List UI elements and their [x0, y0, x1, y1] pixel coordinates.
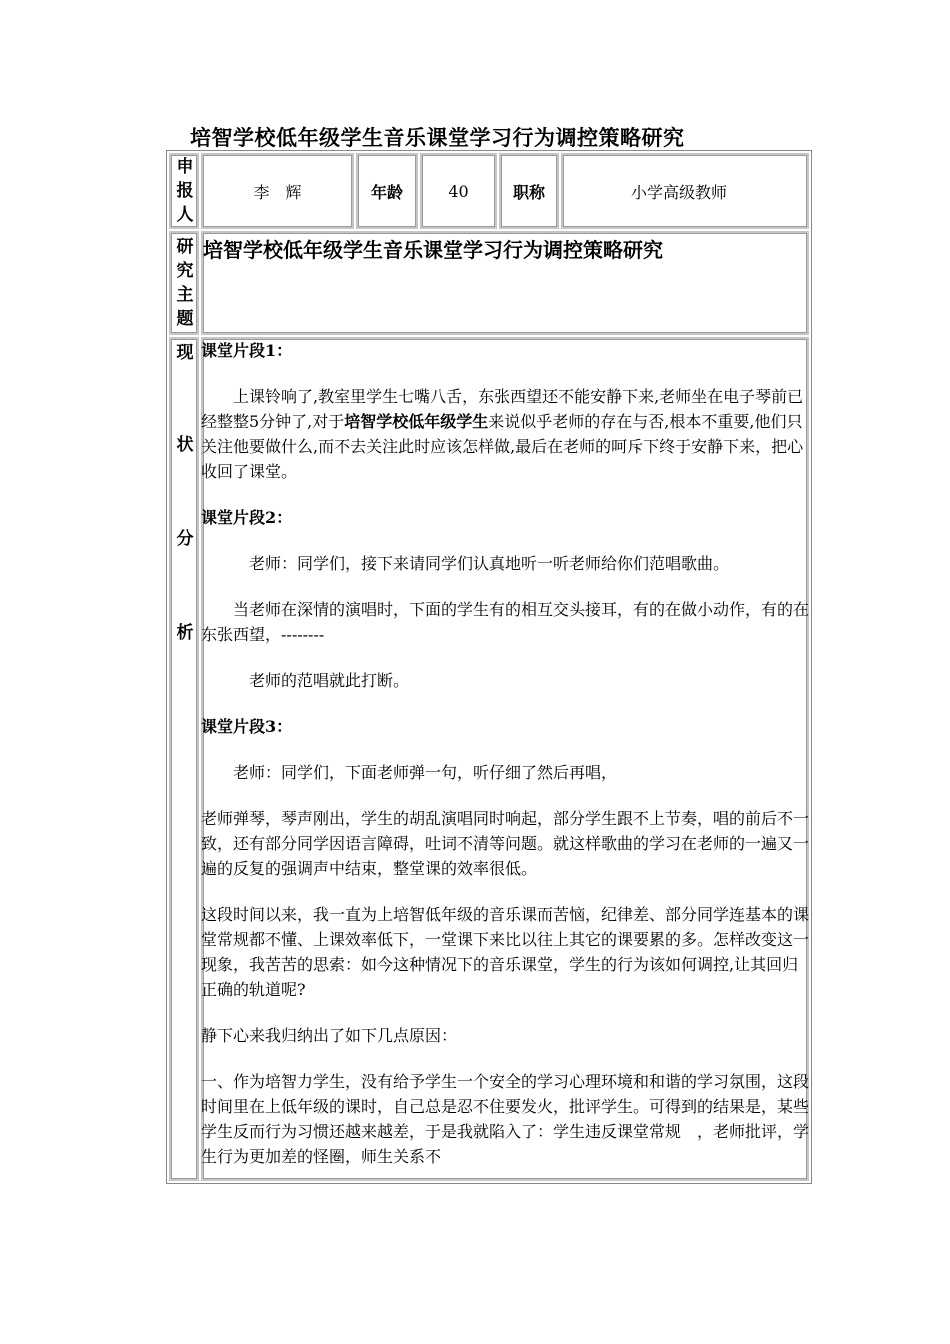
analysis-label-cell	[169, 337, 199, 1181]
age-label: 年龄	[370, 182, 403, 202]
age-value: 40	[448, 181, 469, 201]
segment-1-text-cont: 来说似乎老师的存在与否,根本不重要,他们只关注他要做什么,而不去关注此时应该怎样做,最后在老师的呵斥下终于安静下来，把心收回了课堂。	[201, 412, 804, 481]
label-char: 究	[176, 261, 194, 281]
segment-3-heading: 课堂片段3：	[201, 717, 293, 736]
causes-intro: 静下心来我归纳出了如下几点原因：	[201, 1026, 458, 1045]
job-title-value: 小学高级教师	[630, 182, 727, 202]
analysis-label-char-2: 状	[176, 435, 194, 455]
cause-one-paragraph: 一、作为培智力学生，没有给予学生一个安全的学习心理环境和和谐的学习氛围，这段时间里在上低年级的课时，自己总是忍不住要发火，批评学生。可得到的结果是，某些学生反而行为习惯还越来越差，于是我就陷入了：学生违反课堂常规 ，老师批评，学生行为更加差的怪圈，师生关系不	[201, 1072, 809, 1166]
label-char: 题	[176, 309, 194, 329]
segment-2-heading: 课堂片段2：	[201, 508, 293, 527]
topic-label	[173, 235, 197, 331]
analysis-content	[201, 338, 809, 1180]
analysis-label-char-3: 分	[176, 529, 194, 549]
label-char: 研	[176, 237, 194, 257]
applicant-name: 李 辉	[253, 182, 302, 202]
segment-1-paragraph	[201, 384, 809, 484]
applicant-label	[173, 155, 197, 227]
page-title: 培智学校低年级学生音乐课堂学习行为调控策略研究	[190, 125, 685, 150]
segment-1-heading: 课堂片段1：	[201, 341, 293, 360]
label-char: 申	[176, 157, 194, 177]
analysis-label-char-4: 析	[176, 623, 194, 643]
label-char: 报	[176, 181, 194, 201]
segment-2-result: 老师的范唱就此打断。	[249, 671, 410, 690]
segment-3-dialogue: 老师：同学们，下面老师弹一句，听仔细了然后再唱，	[233, 763, 618, 782]
segment-2-dialogue: 老师：同学们，接下来请同学们认真地听一听老师给你们范唱歌曲。	[249, 554, 730, 573]
label-char: 人	[176, 205, 194, 225]
label-char: 主	[176, 285, 194, 305]
analysis-label-char-1: 现	[176, 343, 194, 363]
job-title-label: 职称	[512, 182, 545, 202]
segment-2-narration: 当老师在深情的演唱时，下面的学生有的相互交头接耳，有的在做小动作，有的在东张西望，--------	[201, 600, 809, 644]
reflection-paragraph: 这段时间以来，我一直为上培智低年级的音乐课而苦恼，纪律差、部分同学连基本的课堂常规都不懂、上课效率低下，一堂课下来比以往上其它的课要累的多。怎样改变这一现象，我苦苦的思索：如今这种情况下的音乐课堂，学生的行为该如何调控,让其回归正确的轨道呢?	[201, 905, 809, 999]
segment-1-emphasis: 培智学校低年级学生	[344, 412, 489, 431]
segment-3-narration: 老师弹琴，琴声刚出，学生的胡乱演唱同时响起，部分学生跟不上节奏，唱的前后不一致，还有部分同学因语言障碍，吐词不清等问题。就这样歌曲的学习在老师的一遍又一遍的反复的强调声中结束，整堂课的效率很低。	[201, 809, 809, 878]
segment-1-text: 上课铃响了,教室里学生七嘴八舌，东张西望还不能安静下来,老师坐在电子琴前已经整整5分钟了,对于	[201, 387, 804, 431]
research-topic: 培智学校低年级学生音乐课堂学习行为调控策略研究	[203, 238, 663, 262]
